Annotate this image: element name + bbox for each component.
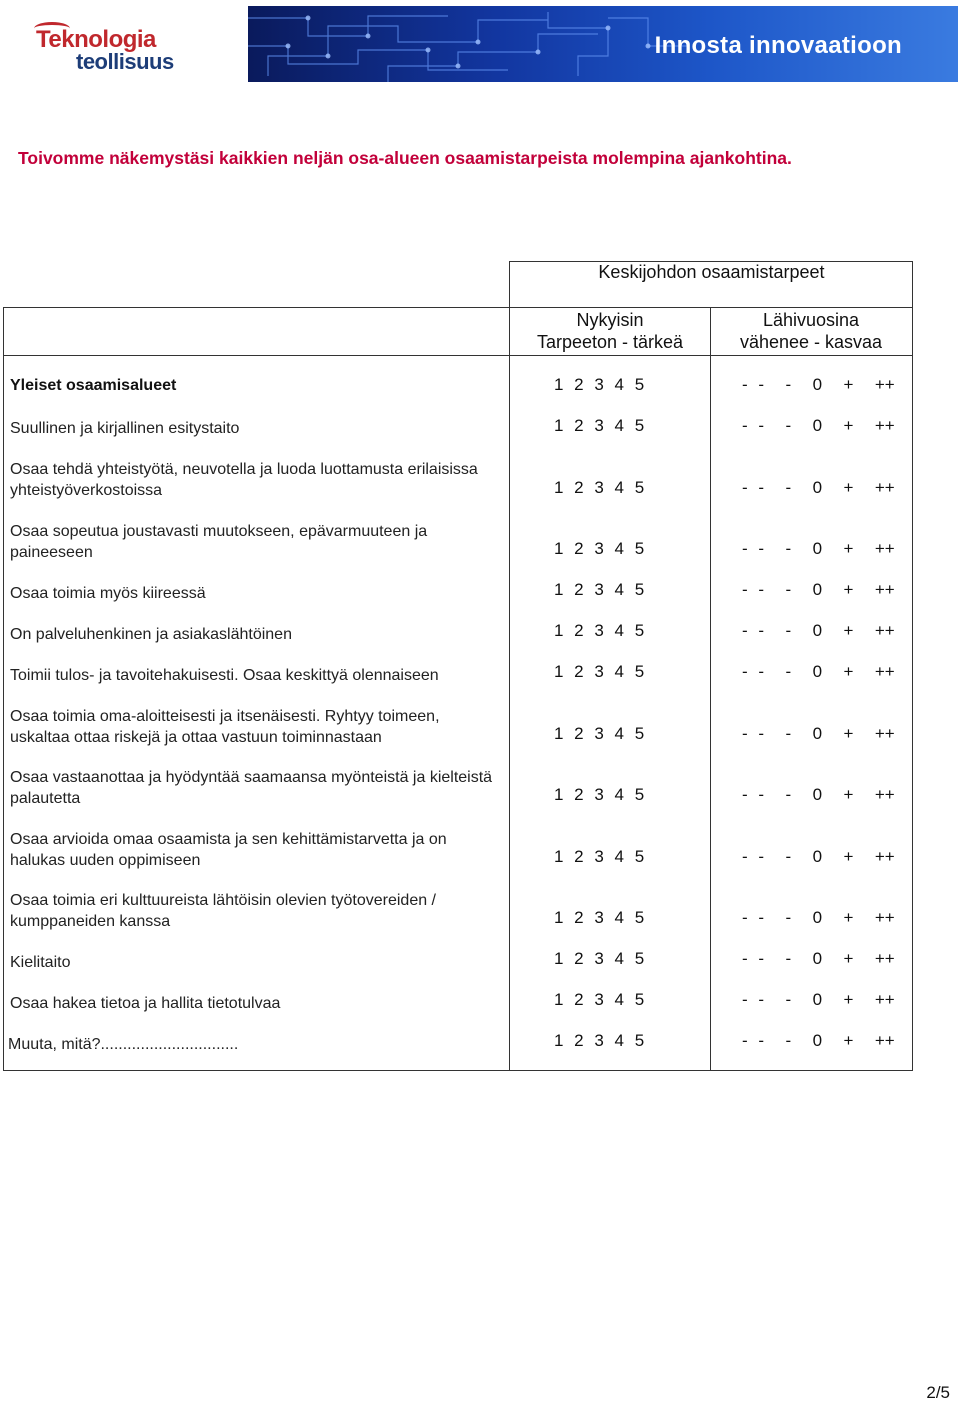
rating-scale-future[interactable]: - - - 0 + ++ xyxy=(742,949,895,968)
rating-scale-current[interactable]: 1 2 3 4 5 xyxy=(554,662,645,681)
column-header-future xyxy=(711,309,911,353)
rating-scale-future[interactable]: - - - 0 + ++ xyxy=(742,785,895,804)
rating-scale-current[interactable]: 1 2 3 4 5 xyxy=(554,416,645,435)
row-label: Osaa toimia myös kiireessä xyxy=(10,585,206,602)
rating-scale-current[interactable]: 1 2 3 4 5 xyxy=(554,785,645,804)
row-label: Osaa arvioida omaa osaamista ja sen kehittämistarvetta ja on halukas uuden oppimiseen xyxy=(10,831,447,869)
row-label-other: Muuta, mitä?............................... xyxy=(8,1036,239,1053)
rating-scale-current[interactable]: 1 2 3 4 5 xyxy=(554,539,645,558)
logo-text-line1: Teknologia xyxy=(36,26,156,53)
rating-scale-current[interactable]: 1 2 3 4 5 xyxy=(554,724,645,743)
rating-scale-future[interactable]: - - - 0 + ++ xyxy=(742,724,895,743)
rating-scale-current[interactable]: 1 2 3 4 5 xyxy=(554,949,645,968)
row-label-general-skills: Yleiset osaamisalueet xyxy=(10,377,177,394)
rating-scale-future[interactable]: - - - 0 + ++ xyxy=(742,416,895,435)
header-banner xyxy=(248,6,958,82)
row-label: Osaa hakea tietoa ja hallita tietotulvaa xyxy=(10,995,281,1012)
rating-scale-future[interactable]: - - - 0 + ++ xyxy=(742,621,895,640)
row-label: Osaa toimia oma-aloitteisesti ja itsenäisesti. Ryhtyy toimeen, uskaltaa ottaa riskejä ja ottaa vastuun toiminnastaan xyxy=(10,708,440,746)
row-label: On palveluhenkinen ja asiakaslähtöinen xyxy=(10,626,292,643)
column-header-current-scale: Tarpeeton - tärkeä xyxy=(536,332,684,352)
column-header-current xyxy=(511,309,709,353)
rating-scale-current[interactable]: 1 2 3 4 5 xyxy=(554,847,645,866)
rating-scale-future[interactable]: - - - 0 + ++ xyxy=(742,662,895,681)
rating-scale-future[interactable]: - - - 0 + ++ xyxy=(742,539,895,558)
column-header-future-title: Lähivuosina xyxy=(762,310,860,330)
company-logo xyxy=(20,16,230,78)
rating-scale-current[interactable]: 1 2 3 4 5 xyxy=(554,478,645,497)
rating-scale-current[interactable]: 1 2 3 4 5 xyxy=(554,621,645,640)
rating-scale-future[interactable]: - - - 0 + ++ xyxy=(742,375,895,394)
rating-scale-future[interactable]: - - - 0 + ++ xyxy=(742,990,895,1009)
rating-scale-future[interactable]: - - - 0 + ++ xyxy=(742,1031,895,1050)
row-label: Osaa vastaanottaa ja hyödyntää saamaansa myönteistä ja kielteistä palautetta xyxy=(10,769,493,807)
banner-slogan: Innosta innovaatioon xyxy=(654,32,902,59)
rating-scale-future[interactable]: - - - 0 + ++ xyxy=(742,580,895,599)
row-label: Kielitaito xyxy=(10,954,71,971)
rating-scale-future[interactable]: - - - 0 + ++ xyxy=(742,478,895,497)
row-label: Osaa toimia eri kulttuureista lähtöisin olevien työtovereiden / kumppaneiden kanssa xyxy=(10,892,436,930)
intro-text: Toivomme näkemystäsi kaikkien neljän osa-alueen osaamistarpeista molempina ajankohtina. xyxy=(18,148,792,168)
rating-scale-current[interactable]: 1 2 3 4 5 xyxy=(554,1031,645,1050)
row-label: Toimii tulos- ja tavoitehakuisesti. Osaa keskittyä olennaiseen xyxy=(10,667,439,684)
column-header-future-scale: vähenee - kasvaa xyxy=(739,332,883,352)
rating-scale-future[interactable]: - - - 0 + ++ xyxy=(742,908,895,927)
row-label: Suullinen ja kirjallinen esitystaito xyxy=(10,420,240,437)
rating-scale-current[interactable]: 1 2 3 4 5 xyxy=(554,375,645,394)
column-header-current-title: Nykyisin xyxy=(576,310,644,330)
rating-scale-current[interactable]: 1 2 3 4 5 xyxy=(554,908,645,927)
row-label: Osaa sopeutua joustavasti muutokseen, epävarmuuteen ja paineeseen xyxy=(10,523,428,561)
page-number: 2/5 xyxy=(926,1383,950,1402)
row-label: Osaa tehdä yhteistyötä, neuvotella ja luoda luottamusta erilaisissa yhteistyöverkostoissa xyxy=(10,461,478,499)
rating-scale-future[interactable]: - - - 0 + ++ xyxy=(742,847,895,866)
table-main-header: Keskijohdon osaamistarpeet xyxy=(598,262,825,282)
rating-scale-current[interactable]: 1 2 3 4 5 xyxy=(554,990,645,1009)
rating-scale-current[interactable]: 1 2 3 4 5 xyxy=(554,580,645,599)
logo-text-line2: teollisuus xyxy=(76,49,174,74)
